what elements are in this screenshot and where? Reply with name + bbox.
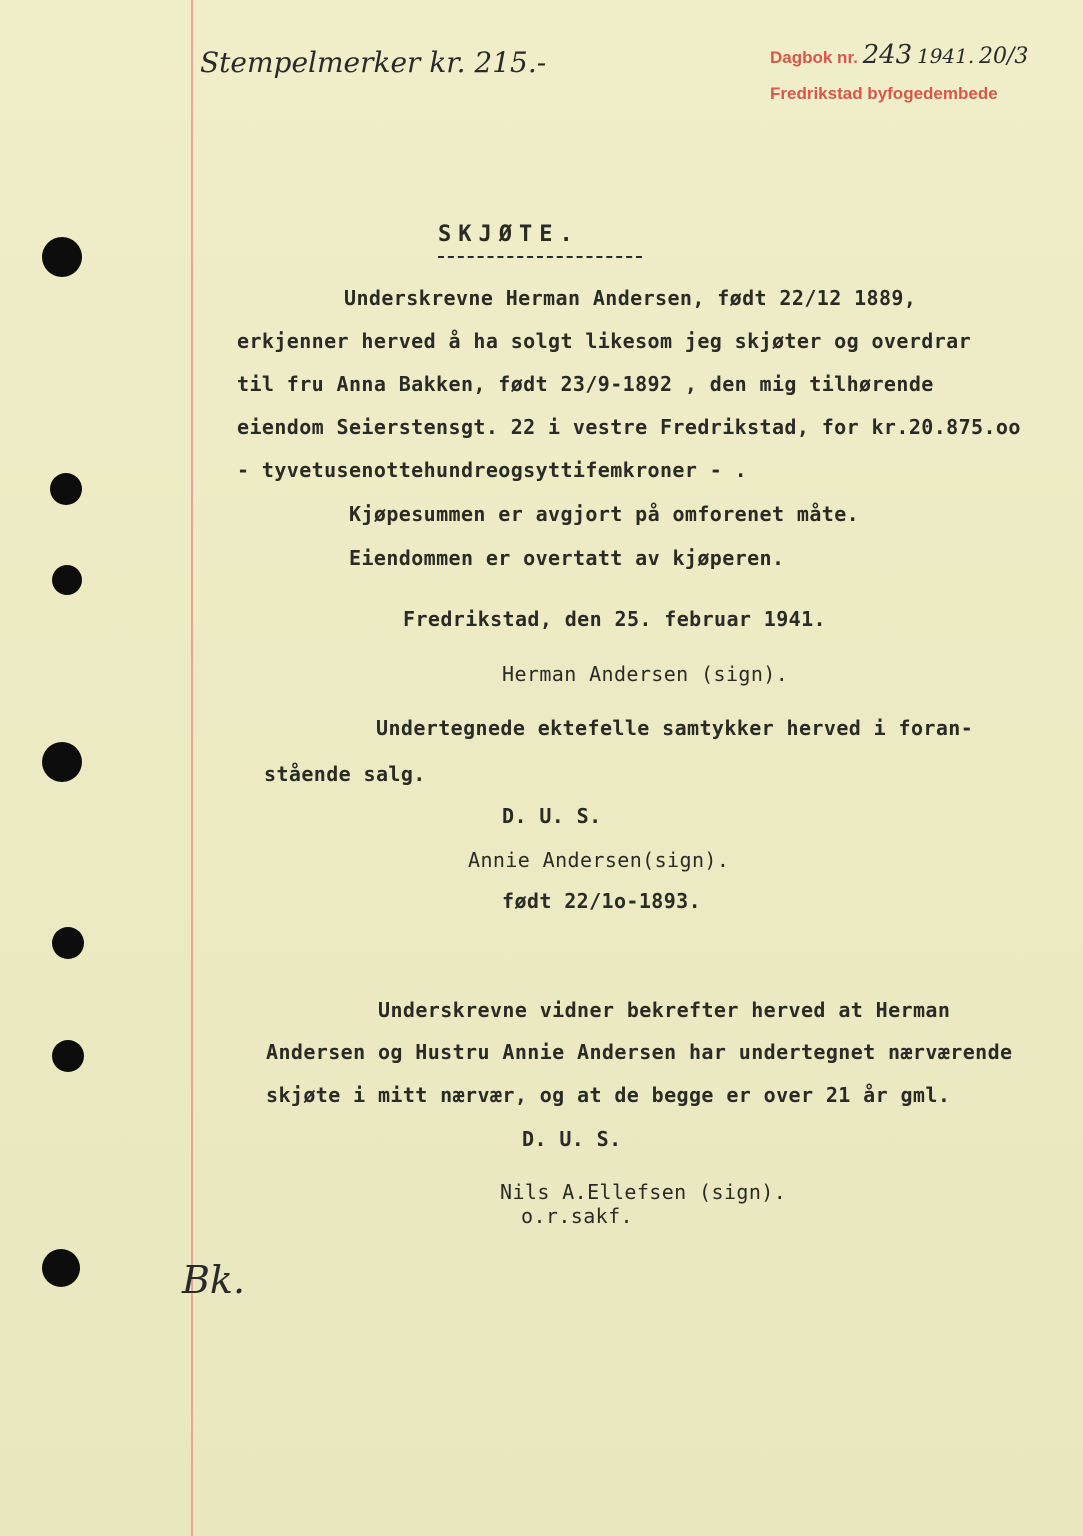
register-stamp-line2: Fredrikstad byfogedembede xyxy=(770,84,998,103)
text-line-11: stående salg. xyxy=(264,762,426,786)
text-line-7: Eiendommen er overtatt av kjøperen. xyxy=(349,546,785,570)
text-line-5: - tyvetusenottehundreogsyttifemkroner - . xyxy=(237,458,748,482)
witness-signature: Nils A.Ellefsen (sign). xyxy=(500,1180,787,1204)
spouse-signature: Annie Andersen(sign). xyxy=(468,848,730,872)
punch-hole-5 xyxy=(52,927,84,959)
seller-signature: Herman Andersen (sign). xyxy=(502,662,789,686)
text-line-6: Kjøpesummen er avgjort på omforenet måte. xyxy=(349,502,860,526)
margin-rule xyxy=(191,0,193,1536)
punch-hole-3 xyxy=(52,565,82,595)
spouse-birthdate: født 22/1o-1893. xyxy=(502,889,702,913)
text-line-16: Andersen og Hustru Annie Andersen har undertegnet nærværende xyxy=(266,1040,1013,1064)
text-line-4: eiendom Seierstensgt. 22 i vestre Fredrikstad, for kr.20.875.oo xyxy=(237,415,1021,439)
stamp-duty-note: Stempelmerker kr. 215.- xyxy=(200,46,547,79)
title-underline xyxy=(438,256,642,258)
punch-hole-1 xyxy=(42,237,82,277)
register-stamp-line1 xyxy=(770,40,1028,70)
punch-hole-6 xyxy=(52,1040,84,1072)
dus-2: D. U. S. xyxy=(522,1127,622,1151)
register-year: 1941. xyxy=(916,44,975,68)
witness-title: o.r.sakf. xyxy=(521,1204,633,1228)
register-number: 243 xyxy=(862,40,913,70)
margin-initials: Bk. xyxy=(182,1258,246,1302)
dus-1: D. U. S. xyxy=(502,804,602,828)
register-date: 20/3 xyxy=(978,44,1029,69)
punch-hole-7 xyxy=(42,1249,80,1287)
text-line-1: Underskrevne Herman Andersen, født 22/12 1889, xyxy=(344,286,917,310)
register-stamp-prefix: Dagbok nr. xyxy=(770,48,858,67)
text-line-17: skjøte i mitt nærvær, og at de begge er over 21 år gml. xyxy=(266,1083,951,1107)
punch-hole-4 xyxy=(42,742,82,782)
text-line-10: Undertegnede ektefelle samtykker herved i foran- xyxy=(376,716,974,740)
punch-hole-2 xyxy=(50,473,82,505)
document-title: SKJØTE. xyxy=(438,222,580,247)
text-line-2: erkjenner herved å ha solgt likesom jeg skjøter og overdrar xyxy=(237,329,972,353)
text-line-3: til fru Anna Bakken, født 23/9-1892 , den mig tilhørende xyxy=(237,372,934,396)
text-line-15: Underskrevne vidner bekrefter herved at Herman xyxy=(378,998,951,1022)
date-line: Fredrikstad, den 25. februar 1941. xyxy=(403,607,826,631)
